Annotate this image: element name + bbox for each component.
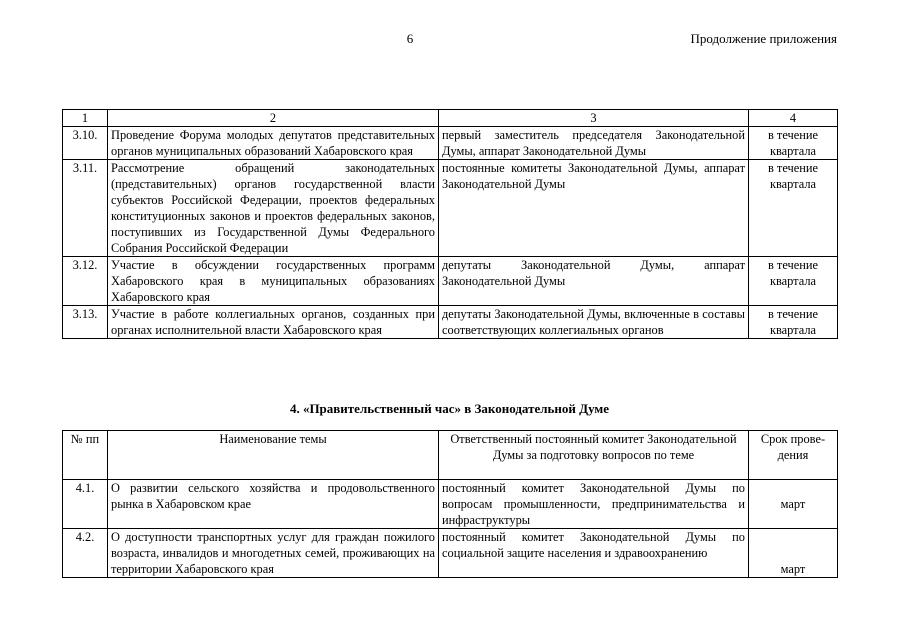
row-number: 3.10. [63, 127, 108, 160]
row-term: март [749, 529, 838, 578]
column-header: 2 [108, 110, 439, 127]
plan-table-section-4 [62, 430, 838, 578]
column-header-responsible: Ответственный постоянный комитет Законодательной Думы за подготовку вопросов по теме [439, 431, 749, 480]
row-description: Участие в обсуждении государственных программ Хабаровского края в муниципальных образованиях Хабаровского края [108, 257, 439, 306]
row-term: в течение квартала [749, 257, 838, 306]
row-description: Рассмотрение обращений законодательных (представительных) органов государственной власти субъектов Российской Федерации, проектов федеральных конституционных законов и проектов федеральных законов, поступивших из Государственной Думы Федерального Собрания Российской Федерации [108, 160, 439, 257]
row-responsible: первый заместитель председателя Законодательной Думы, аппарат Законодательной Думы [439, 127, 749, 160]
row-responsible: депутаты Законодательной Думы, включенные в составы соответствующих коллегиальных органов [439, 306, 749, 339]
row-description: Участие в работе коллегиальных органов, созданных при органах исполнительной власти Хабаровского края [108, 306, 439, 339]
row-term: в течение квартала [749, 127, 838, 160]
column-header-term: Срок проведения [749, 431, 838, 480]
row-responsible: депутаты Законодательной Думы, аппарат Законодательной Думы [439, 257, 749, 306]
row-description: Проведение Форума молодых депутатов представительных органов муниципальных образований Хабаровского края [108, 127, 439, 160]
table-row [63, 160, 838, 257]
row-term: в течение квартала [749, 306, 838, 339]
table-header-row [63, 431, 838, 480]
table-row [63, 127, 838, 160]
row-number: 4.2. [63, 529, 108, 578]
column-header-number: № пп [63, 431, 108, 480]
continuation-header: Продолжение приложения [690, 31, 837, 46]
row-responsible: постоянные комитеты Законодательной Думы, аппарат Законодательной Думы [439, 160, 749, 257]
column-header-topic: Наименование темы [108, 431, 439, 480]
row-topic: О развитии сельского хозяйства и продовольственного рынка в Хабаровском крае [108, 480, 439, 529]
column-header: 4 [749, 110, 838, 127]
row-topic: О доступности транспортных услуг для граждан пожилого возраста, инвалидов и многодетных семей, проживающих на территории Хабаровского края [108, 529, 439, 578]
table-row [63, 480, 838, 529]
table-row [63, 529, 838, 578]
page-number: 6 [406, 31, 414, 46]
row-number: 3.12. [63, 257, 108, 306]
section-title: 4. «Правительственный час» в Законодательной Думе [289, 401, 610, 416]
column-header: 1 [63, 110, 108, 127]
row-term: в течение квартала [749, 160, 838, 257]
row-responsible: постоянный комитет Законодательной Думы по вопросам промышленности, предпринимательства и инфраструктуры [439, 480, 749, 529]
table-header-row [63, 110, 838, 127]
row-number: 4.1. [63, 480, 108, 529]
row-term: март [749, 480, 838, 529]
row-number: 3.13. [63, 306, 108, 339]
table-row [63, 306, 838, 339]
row-responsible: постоянный комитет Законодательной Думы по социальной защите населения и здравоохранению [439, 529, 749, 578]
table-row [63, 257, 838, 306]
row-number: 3.11. [63, 160, 108, 257]
plan-table-section-3 [62, 109, 838, 339]
column-header: 3 [439, 110, 749, 127]
